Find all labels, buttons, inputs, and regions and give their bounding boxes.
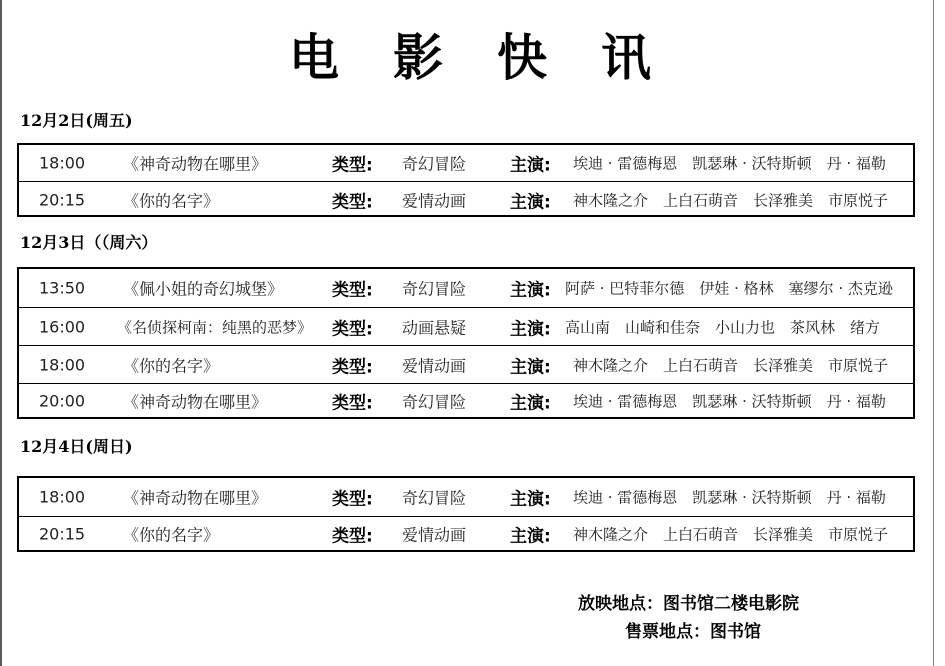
title-char: 影 xyxy=(393,28,443,87)
cast-list: 神木隆之介 上白石萌音 长泽雅美 市原悦子 xyxy=(573,191,889,209)
cast-label: 主演: xyxy=(510,155,551,176)
film-genre: 爱情动画 xyxy=(402,356,467,375)
date-heading-day3: 12月4日(周日) xyxy=(20,437,133,456)
film-title: 《神奇动物在哪里》 xyxy=(123,154,268,174)
film-genre: 爱情动画 xyxy=(402,525,467,544)
schedule-table-day3 xyxy=(17,476,915,552)
film-genre: 奇幻冒险 xyxy=(402,154,467,174)
film-genre: 奇幻冒险 xyxy=(402,279,467,299)
table-row xyxy=(19,478,913,516)
page-edge-left xyxy=(0,0,2,666)
schedule-table-day1 xyxy=(17,143,915,217)
showtime: 18:00 xyxy=(39,153,86,173)
table-row xyxy=(19,145,913,181)
table-row xyxy=(19,269,913,307)
cast-list: 高山南 山崎和佳奈 小山力也 茶风林 绪方 xyxy=(565,318,881,336)
showtime: 20:15 xyxy=(39,190,86,209)
cast-list: 埃迪 · 雷德梅恩 凯瑟琳 · 沃特斯顿 丹 · 福勒 xyxy=(573,488,886,507)
type-label: 类型: xyxy=(332,155,373,176)
film-genre: 奇幻冒险 xyxy=(402,392,467,411)
cast-label: 主演: xyxy=(510,319,551,339)
table-row xyxy=(19,516,913,550)
type-label: 类型: xyxy=(332,393,373,413)
type-label: 类型: xyxy=(332,319,373,339)
ticket-info: 售票地点：图书馆 xyxy=(625,622,761,642)
table-row xyxy=(19,345,913,383)
cast-list: 神木隆之介 上白石萌音 长泽雅美 市原悦子 xyxy=(573,525,889,543)
cast-list: 埃迪 · 雷德梅恩 凯瑟琳 · 沃特斯顿 丹 · 福勒 xyxy=(573,154,886,173)
type-label: 类型: xyxy=(332,489,373,510)
showtime: 16:00 xyxy=(39,317,86,336)
film-genre: 奇幻冒险 xyxy=(402,488,467,508)
table-row xyxy=(19,181,913,217)
title-char: 电 xyxy=(289,28,339,87)
venue-info: 放映地点：图书馆二楼电影院 xyxy=(578,594,799,614)
table-row xyxy=(19,383,913,417)
showtime: 20:00 xyxy=(39,391,86,410)
type-label: 类型: xyxy=(332,526,373,546)
page-edge-right xyxy=(933,0,945,666)
cast-label: 主演: xyxy=(510,393,551,413)
cast-label: 主演: xyxy=(510,526,551,546)
date-heading-day2: 12月3日（（周六） xyxy=(20,233,158,252)
type-label: 类型: xyxy=(332,357,373,377)
cast-label: 主演: xyxy=(510,489,551,510)
schedule-table-day2 xyxy=(17,267,915,419)
film-title: 《神奇动物在哪里》 xyxy=(123,488,268,508)
cast-list: 埃迪 · 雷德梅恩 凯瑟琳 · 沃特斯顿 丹 · 福勒 xyxy=(573,392,886,410)
cast-label: 主演: xyxy=(510,192,551,212)
film-title: 《名侦探柯南：纯黑的恶梦》 xyxy=(117,318,313,336)
title-char: 讯 xyxy=(601,28,651,87)
date-heading-day1: 12月2日(周五) xyxy=(20,111,133,130)
film-title: 《你的名字》 xyxy=(123,525,220,544)
cast-label: 主演: xyxy=(510,357,551,377)
title-char: 快 xyxy=(497,28,547,87)
showtime: 20:15 xyxy=(39,524,86,543)
cast-list: 阿萨 · 巴特菲尔德 伊娃 · 格林 塞缪尔 · 杰克逊 xyxy=(565,279,893,298)
film-title: 《佩小姐的奇幻城堡》 xyxy=(123,279,284,299)
page-title xyxy=(0,22,940,94)
film-title: 《你的名字》 xyxy=(123,191,220,210)
film-title: 《神奇动物在哪里》 xyxy=(123,392,268,411)
showtime: 18:00 xyxy=(39,487,86,507)
table-row xyxy=(19,307,913,345)
type-label: 类型: xyxy=(332,192,373,212)
film-genre: 动画悬疑 xyxy=(402,318,467,337)
film-title: 《你的名字》 xyxy=(123,356,220,375)
showtime: 18:00 xyxy=(39,355,86,374)
cast-list: 神木隆之介 上白石萌音 长泽雅美 市原悦子 xyxy=(573,356,889,374)
showtime: 13:50 xyxy=(39,278,86,298)
film-genre: 爱情动画 xyxy=(402,191,467,210)
cast-label: 主演: xyxy=(510,280,551,301)
type-label: 类型: xyxy=(332,280,373,301)
